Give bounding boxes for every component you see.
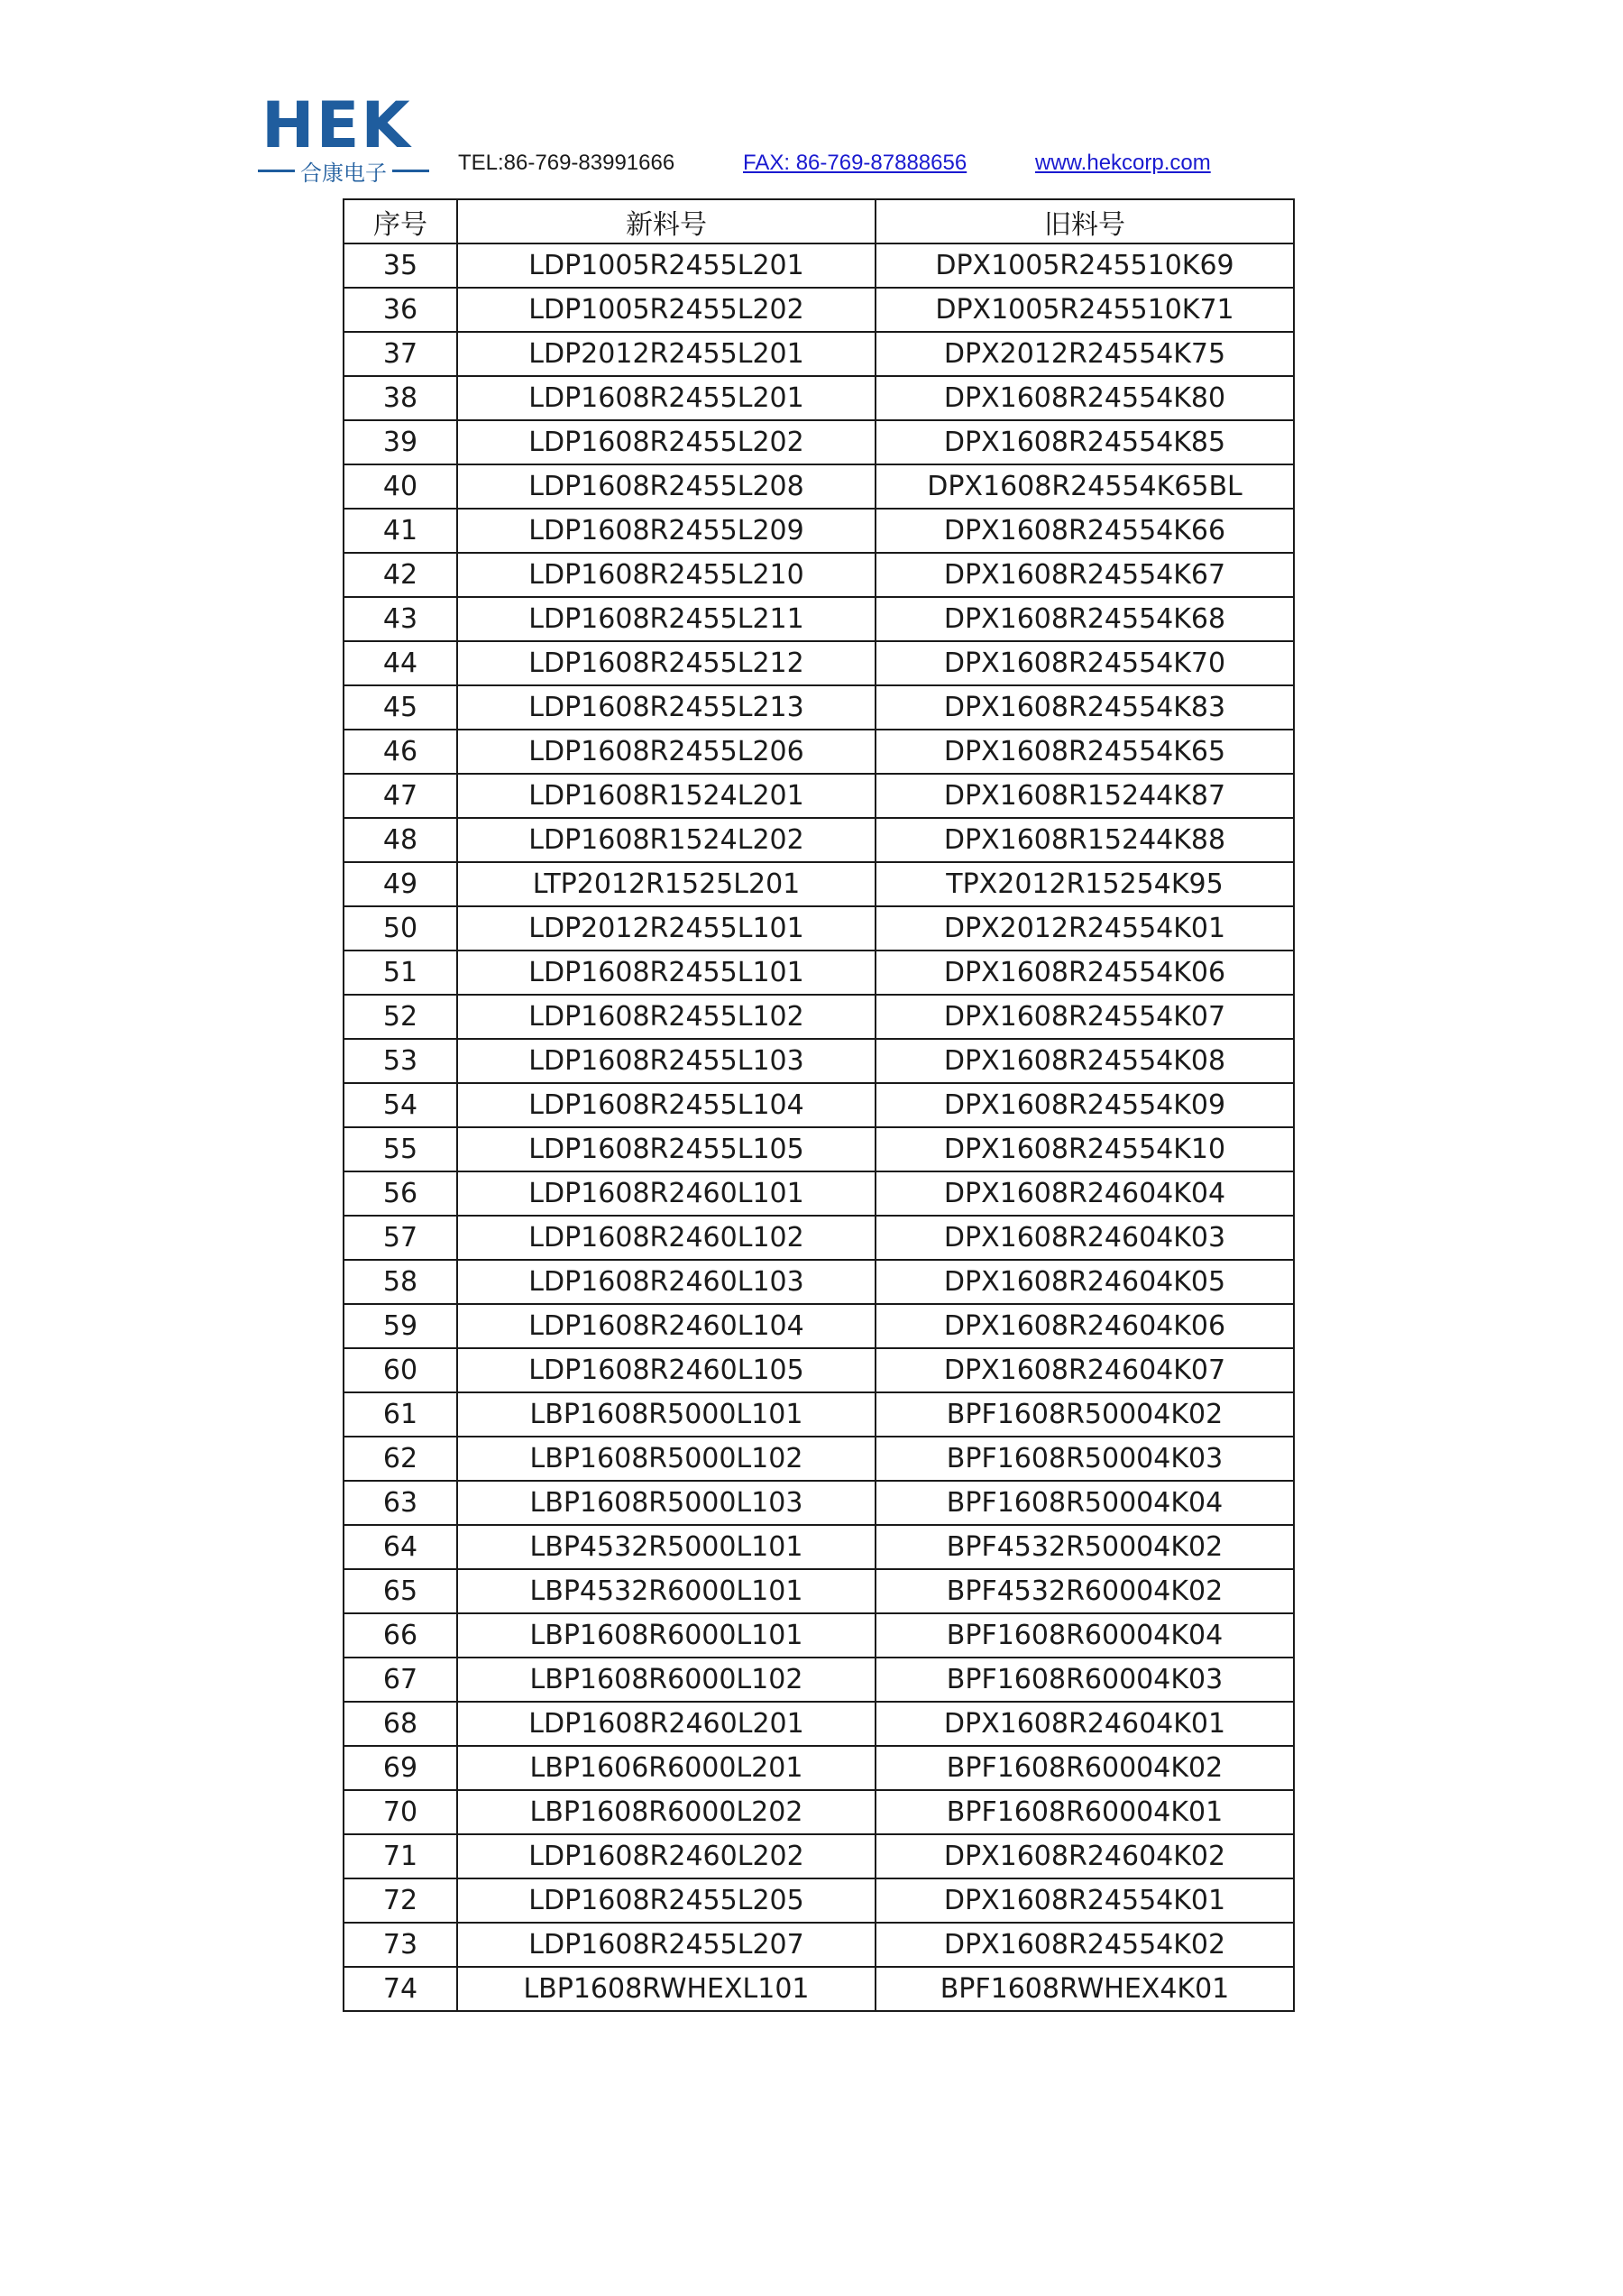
column-header-index: 序号 — [344, 199, 457, 243]
cell-index: 68 — [344, 1702, 457, 1746]
cell-new-part-number: LDP2012R2455L101 — [457, 906, 876, 951]
cell-new-part-number: LTP2012R1525L201 — [457, 862, 876, 906]
cell-index: 45 — [344, 685, 457, 730]
cell-index: 47 — [344, 774, 457, 818]
cell-old-part-number: DPX1608R24604K03 — [876, 1216, 1294, 1260]
cell-old-part-number: BPF1608R50004K04 — [876, 1481, 1294, 1525]
table-row — [344, 1967, 1294, 2011]
cell-old-part-number: DPX1608R15244K87 — [876, 774, 1294, 818]
cell-new-part-number: LDP1608R1524L201 — [457, 774, 876, 818]
cell-index: 40 — [344, 464, 457, 509]
cell-old-part-number: BPF4532R60004K02 — [876, 1569, 1294, 1613]
table-row — [344, 332, 1294, 376]
table-row — [344, 1525, 1294, 1569]
cell-new-part-number: LBP1608RWHEXL101 — [457, 1967, 876, 2011]
cell-index: 51 — [344, 951, 457, 995]
cell-index: 49 — [344, 862, 457, 906]
table-row — [344, 376, 1294, 420]
cell-new-part-number: LDP1608R2455L206 — [457, 730, 876, 774]
table-row — [344, 951, 1294, 995]
cell-old-part-number: DPX1608R24604K02 — [876, 1834, 1294, 1878]
cell-old-part-number: BPF1608RWHEX4K01 — [876, 1967, 1294, 2011]
cell-index: 44 — [344, 641, 457, 685]
cell-old-part-number: DPX1608R24554K70 — [876, 641, 1294, 685]
logo-subtitle-row — [258, 155, 429, 187]
cell-index: 59 — [344, 1304, 457, 1348]
cell-new-part-number: LDP1608R2460L105 — [457, 1348, 876, 1392]
cell-new-part-number: LBP1606R6000L201 — [457, 1746, 876, 1790]
cell-old-part-number: DPX1608R24604K07 — [876, 1348, 1294, 1392]
cell-old-part-number: DPX1608R24554K65BL — [876, 464, 1294, 509]
cell-old-part-number: DPX1608R24554K09 — [876, 1083, 1294, 1127]
table-row — [344, 420, 1294, 464]
cell-index: 36 — [344, 288, 457, 332]
table-row — [344, 464, 1294, 509]
table-row — [344, 1039, 1294, 1083]
cell-old-part-number: DPX1608R24604K01 — [876, 1702, 1294, 1746]
cell-old-part-number: DPX2012R24554K75 — [876, 332, 1294, 376]
cell-index: 63 — [344, 1481, 457, 1525]
cell-old-part-number: DPX1608R24554K06 — [876, 951, 1294, 995]
cell-new-part-number: LBP4532R5000L101 — [457, 1525, 876, 1569]
cell-old-part-number: DPX1608R24554K65 — [876, 730, 1294, 774]
cell-new-part-number: LDP1608R2460L102 — [457, 1216, 876, 1260]
table-row — [344, 862, 1294, 906]
table-row — [344, 1790, 1294, 1834]
cell-old-part-number: DPX1005R245510K71 — [876, 288, 1294, 332]
table-row — [344, 906, 1294, 951]
cell-old-part-number: BPF1608R50004K03 — [876, 1437, 1294, 1481]
table-row — [344, 1216, 1294, 1260]
cell-old-part-number: DPX1005R245510K69 — [876, 243, 1294, 288]
cell-new-part-number: LBP1608R6000L202 — [457, 1790, 876, 1834]
table-row — [344, 288, 1294, 332]
cell-old-part-number: DPX1608R15244K88 — [876, 818, 1294, 862]
cell-index: 52 — [344, 995, 457, 1039]
cell-index: 74 — [344, 1967, 457, 2011]
cell-old-part-number: BPF1608R60004K03 — [876, 1658, 1294, 1702]
cell-index: 35 — [344, 243, 457, 288]
cell-index: 70 — [344, 1790, 457, 1834]
cell-old-part-number: BPF1608R60004K02 — [876, 1746, 1294, 1790]
table-row — [344, 597, 1294, 641]
cell-old-part-number: BPF1608R50004K02 — [876, 1392, 1294, 1437]
table-row — [344, 1348, 1294, 1392]
cell-old-part-number: DPX1608R24554K85 — [876, 420, 1294, 464]
cell-new-part-number: LDP1005R2455L202 — [457, 288, 876, 332]
table-row — [344, 1437, 1294, 1481]
table-row — [344, 1304, 1294, 1348]
cell-index: 67 — [344, 1658, 457, 1702]
cell-new-part-number: LDP1608R2455L103 — [457, 1039, 876, 1083]
cell-old-part-number: DPX1608R24554K02 — [876, 1923, 1294, 1967]
cell-new-part-number: LBP1608R5000L102 — [457, 1437, 876, 1481]
cell-index: 54 — [344, 1083, 457, 1127]
cell-index: 71 — [344, 1834, 457, 1878]
cell-new-part-number: LDP1608R2455L101 — [457, 951, 876, 995]
cell-old-part-number: DPX1608R24604K04 — [876, 1171, 1294, 1216]
cell-index: 58 — [344, 1260, 457, 1304]
cell-old-part-number: DPX1608R24554K01 — [876, 1878, 1294, 1923]
cell-old-part-number: DPX1608R24604K05 — [876, 1260, 1294, 1304]
table-row — [344, 818, 1294, 862]
cell-index: 48 — [344, 818, 457, 862]
cell-old-part-number: DPX2012R24554K01 — [876, 906, 1294, 951]
cell-new-part-number: LDP1608R2455L211 — [457, 597, 876, 641]
cell-index: 61 — [344, 1392, 457, 1437]
cell-index: 38 — [344, 376, 457, 420]
cell-new-part-number: LDP1608R2460L101 — [457, 1171, 876, 1216]
table-row — [344, 1834, 1294, 1878]
table-row — [344, 1481, 1294, 1525]
cell-old-part-number: DPX1608R24554K83 — [876, 685, 1294, 730]
cell-index: 55 — [344, 1127, 457, 1171]
cell-index: 43 — [344, 597, 457, 641]
table-row — [344, 1260, 1294, 1304]
cell-old-part-number: DPX1608R24604K06 — [876, 1304, 1294, 1348]
cell-old-part-number: DPX1608R24554K10 — [876, 1127, 1294, 1171]
cell-old-part-number: BPF4532R50004K02 — [876, 1525, 1294, 1569]
table-row — [344, 553, 1294, 597]
table-row — [344, 685, 1294, 730]
logo-rule-right — [392, 170, 429, 172]
cell-old-part-number: DPX1608R24554K67 — [876, 553, 1294, 597]
cell-new-part-number: LDP1608R1524L202 — [457, 818, 876, 862]
tel-number: TEL:86-769-83991666 — [458, 151, 675, 175]
table-row — [344, 509, 1294, 553]
table-header-row — [344, 199, 1294, 243]
cell-index: 65 — [344, 1569, 457, 1613]
cell-index: 42 — [344, 553, 457, 597]
column-header-old-part: 旧料号 — [876, 199, 1294, 243]
cell-index: 72 — [344, 1878, 457, 1923]
cell-new-part-number: LDP1608R2455L207 — [457, 1923, 876, 1967]
cell-new-part-number: LBP1608R5000L103 — [457, 1481, 876, 1525]
table-row — [344, 1083, 1294, 1127]
cell-new-part-number: LDP1608R2455L102 — [457, 995, 876, 1039]
cell-new-part-number: LBP1608R6000L101 — [457, 1613, 876, 1658]
table-row — [344, 730, 1294, 774]
cell-new-part-number: LDP1608R2460L201 — [457, 1702, 876, 1746]
cell-new-part-number: LDP1608R2455L212 — [457, 641, 876, 685]
table-row — [344, 1878, 1294, 1923]
cell-index: 37 — [344, 332, 457, 376]
cell-old-part-number: DPX1608R24554K66 — [876, 509, 1294, 553]
cell-new-part-number: LDP1608R2455L201 — [457, 376, 876, 420]
cell-new-part-number: LBP1608R6000L102 — [457, 1658, 876, 1702]
cell-new-part-number: LDP1608R2455L202 — [457, 420, 876, 464]
table-row — [344, 1127, 1294, 1171]
cell-old-part-number: BPF1608R60004K01 — [876, 1790, 1294, 1834]
cell-new-part-number: LDP1608R2455L205 — [457, 1878, 876, 1923]
cell-new-part-number: LDP1608R2455L209 — [457, 509, 876, 553]
table-row — [344, 1746, 1294, 1790]
cell-index: 60 — [344, 1348, 457, 1392]
logo-subtitle: 合康电子 — [300, 161, 387, 186]
table-row — [344, 641, 1294, 685]
cell-index: 57 — [344, 1216, 457, 1260]
cell-new-part-number: LDP1608R2455L213 — [457, 685, 876, 730]
table-row — [344, 1702, 1294, 1746]
cell-new-part-number: LDP1608R2460L104 — [457, 1304, 876, 1348]
cell-index: 64 — [344, 1525, 457, 1569]
table-row — [344, 1171, 1294, 1216]
fax-link[interactable]: FAX: 86-769-87888656 — [743, 151, 967, 175]
cell-new-part-number: LBP4532R6000L101 — [457, 1569, 876, 1613]
cell-old-part-number: DPX1608R24554K80 — [876, 376, 1294, 420]
logo-wordmark: HEK — [261, 88, 412, 162]
cell-index: 39 — [344, 420, 457, 464]
cell-old-part-number: TPX2012R15254K95 — [876, 862, 1294, 906]
table-row — [344, 1569, 1294, 1613]
company-logo — [258, 88, 429, 188]
cell-old-part-number: DPX1608R24554K68 — [876, 597, 1294, 641]
cell-new-part-number: LDP1608R2455L104 — [457, 1083, 876, 1127]
cell-new-part-number: LDP1608R2455L210 — [457, 553, 876, 597]
table-row — [344, 774, 1294, 818]
cell-index: 56 — [344, 1171, 457, 1216]
cell-index: 66 — [344, 1613, 457, 1658]
cell-index: 62 — [344, 1437, 457, 1481]
cell-index: 41 — [344, 509, 457, 553]
cell-index: 53 — [344, 1039, 457, 1083]
cell-new-part-number: LDP1005R2455L201 — [457, 243, 876, 288]
cell-new-part-number: LDP1608R2460L103 — [457, 1260, 876, 1304]
table-row — [344, 1658, 1294, 1702]
cell-index: 50 — [344, 906, 457, 951]
cell-old-part-number: DPX1608R24554K07 — [876, 995, 1294, 1039]
logo-rule-left — [258, 170, 295, 172]
table-row — [344, 1613, 1294, 1658]
cell-new-part-number: LDP1608R2460L202 — [457, 1834, 876, 1878]
cell-new-part-number: LDP2012R2455L201 — [457, 332, 876, 376]
table-row — [344, 995, 1294, 1039]
part-number-table — [343, 198, 1295, 2012]
cell-index: 73 — [344, 1923, 457, 1967]
table-row — [344, 1392, 1294, 1437]
cell-old-part-number: BPF1608R60004K04 — [876, 1613, 1294, 1658]
table-body — [344, 243, 1294, 2011]
cell-old-part-number: DPX1608R24554K08 — [876, 1039, 1294, 1083]
column-header-new-part: 新料号 — [457, 199, 876, 243]
table-row — [344, 243, 1294, 288]
cell-new-part-number: LDP1608R2455L208 — [457, 464, 876, 509]
cell-new-part-number: LBP1608R5000L101 — [457, 1392, 876, 1437]
website-link[interactable]: www.hekcorp.com — [1035, 151, 1211, 175]
cell-index: 46 — [344, 730, 457, 774]
cell-index: 69 — [344, 1746, 457, 1790]
cell-new-part-number: LDP1608R2455L105 — [457, 1127, 876, 1171]
table-row — [344, 1923, 1294, 1967]
